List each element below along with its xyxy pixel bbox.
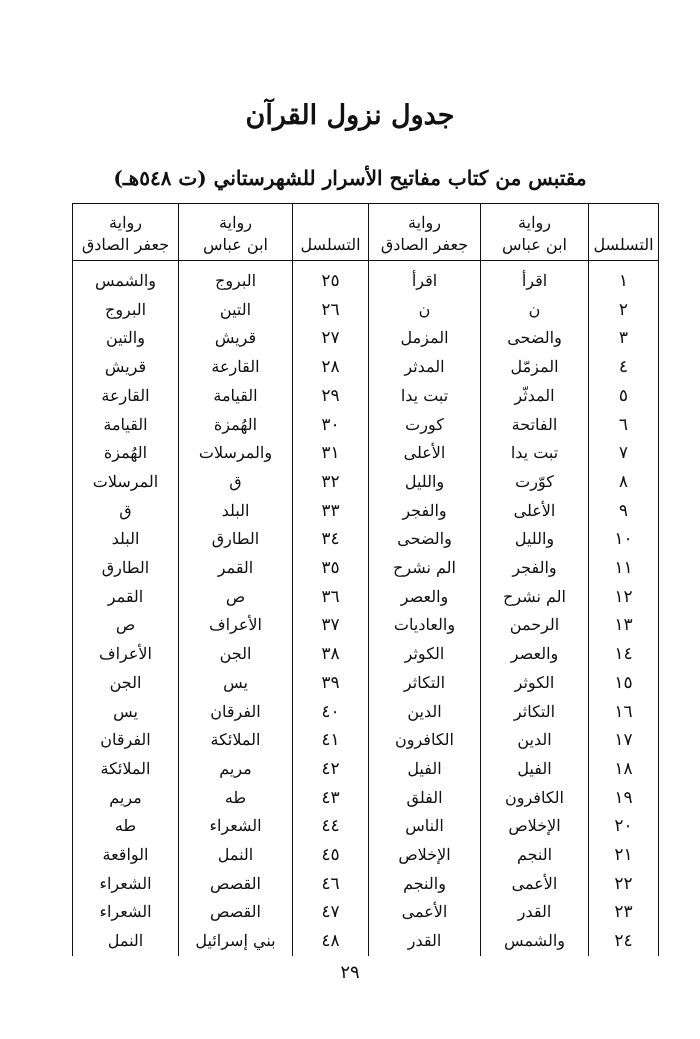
jafar-cell: القدر [369,927,481,956]
ibn-abbas-cell: التين [179,296,293,325]
sequence-cell: ٣٦ [293,583,369,612]
table-row [73,640,659,669]
jafar-cell: القارعة [73,382,179,411]
table-row [73,755,659,784]
sequence-cell: ٤٣ [293,784,369,813]
jafar-cell: الطارق [73,554,179,583]
table-row [73,382,659,411]
table-row [73,812,659,841]
jafar-cell: الملائكة [73,755,179,784]
sequence-cell: ١١ [589,554,659,583]
jafar-cell: والليل [369,468,481,497]
ibn-abbas-cell: بني إسرائيل [179,927,293,956]
ibn-abbas-cell: والمرسلات [179,439,293,468]
sequence-cell: ٣١ [293,439,369,468]
table-row [73,870,659,899]
table-row [73,726,659,755]
sequence-cell: ٣ [589,324,659,353]
ibn-abbas-cell: الأعلى [481,497,589,526]
jafar-cell: الناس [369,812,481,841]
jafar-cell: والشمس [73,261,179,296]
jafar-cell: الإخلاص [369,841,481,870]
page-number: ٢٩ [340,962,360,983]
ibn-abbas-cell: والشمس [481,927,589,956]
revelation-order-table [72,203,659,956]
jafar-cell: القيامة [73,411,179,440]
revelation-order-table-container [72,203,658,952]
jafar-cell: مريم [73,784,179,813]
sequence-cell: ١٨ [589,755,659,784]
ibn-abbas-cell: الهُمزة [179,411,293,440]
sequence-cell: ٤٠ [293,698,369,727]
ibn-abbas-cell: البلد [179,497,293,526]
header-ibn-abbas-2: رواية ابن عباس [179,204,293,261]
jafar-cell: القمر [73,583,179,612]
sequence-cell: ٢٥ [293,261,369,296]
jafar-cell: الأعلى [369,439,481,468]
ibn-abbas-cell: الفاتحة [481,411,589,440]
jafar-cell: الشعراء [73,898,179,927]
sequence-cell: ٣٩ [293,669,369,698]
header-sequence-2: التسلسل [293,204,369,261]
sequence-cell: ٢٩ [293,382,369,411]
sequence-cell: ١٠ [589,525,659,554]
sequence-cell: ٣٣ [293,497,369,526]
page-title: جدول نزول القرآن [245,100,455,131]
table-row [73,324,659,353]
ibn-abbas-cell: والفجر [481,554,589,583]
ibn-abbas-cell: الأعمى [481,870,589,899]
ibn-abbas-cell: طه [179,784,293,813]
sequence-cell: ٤٨ [293,927,369,956]
ibn-abbas-cell: الأعراف [179,611,293,640]
sequence-cell: ١٩ [589,784,659,813]
table-header-row [73,204,659,261]
table-row [73,583,659,612]
table-row [73,841,659,870]
jafar-cell: الفرقان [73,726,179,755]
jafar-cell: الم نشرح [369,554,481,583]
table-row [73,497,659,526]
jafar-cell: البلد [73,525,179,554]
sequence-cell: ٨ [589,468,659,497]
ibn-abbas-cell: الشعراء [179,812,293,841]
jafar-cell: البروج [73,296,179,325]
sequence-cell: ٢١ [589,841,659,870]
sequence-cell: ١٤ [589,640,659,669]
jafar-cell: كورت [369,411,481,440]
sequence-cell: ١٣ [589,611,659,640]
ibn-abbas-cell: الم نشرح [481,583,589,612]
sequence-cell: ٢٢ [589,870,659,899]
sequence-cell: ٢٤ [589,927,659,956]
jafar-cell: المدثر [369,353,481,382]
sequence-cell: ٤٥ [293,841,369,870]
sequence-cell: ٢٦ [293,296,369,325]
table-row [73,439,659,468]
table-row [73,698,659,727]
sequence-cell: ١٧ [589,726,659,755]
header-ibn-abbas-1: رواية ابن عباس [481,204,589,261]
ibn-abbas-cell: كوّرت [481,468,589,497]
ibn-abbas-cell: الكوثر [481,669,589,698]
sequence-cell: ٤٧ [293,898,369,927]
header-jafar-2: رواية جعفر الصادق [73,204,179,261]
sequence-cell: ٢٧ [293,324,369,353]
sequence-cell: ١٥ [589,669,659,698]
ibn-abbas-cell: النجم [481,841,589,870]
sequence-cell: ٣٠ [293,411,369,440]
sequence-cell: ٤٤ [293,812,369,841]
jafar-cell: المرسلات [73,468,179,497]
header-jafar-1: رواية جعفر الصادق [369,204,481,261]
jafar-cell: المزمل [369,324,481,353]
jafar-cell: والعاديات [369,611,481,640]
source-subtitle: مقتبس من كتاب مفاتيح الأسرار للشهرستاني (ت ٥٤٨هـ) [113,166,587,190]
ibn-abbas-cell: الكافرون [481,784,589,813]
ibn-abbas-cell: القصص [179,898,293,927]
sequence-cell: ٢٠ [589,812,659,841]
sequence-cell: ٢ [589,296,659,325]
ibn-abbas-cell: الفرقان [179,698,293,727]
ibn-abbas-cell: الدين [481,726,589,755]
jafar-cell: الفلق [369,784,481,813]
sequence-cell: ٣٢ [293,468,369,497]
jafar-cell: الكوثر [369,640,481,669]
jafar-cell: قريش [73,353,179,382]
ibn-abbas-cell: الرحمن [481,611,589,640]
table-row [73,468,659,497]
jafar-cell: الشعراء [73,870,179,899]
jafar-cell: يس [73,698,179,727]
jafar-cell: الأعراف [73,640,179,669]
sequence-cell: ٤٦ [293,870,369,899]
jafar-cell: والنجم [369,870,481,899]
jafar-cell: الهُمزة [73,439,179,468]
table-row [73,525,659,554]
ibn-abbas-cell: ق [179,468,293,497]
jafar-cell: الدين [369,698,481,727]
jafar-cell: الواقعة [73,841,179,870]
ibn-abbas-cell: الإخلاص [481,812,589,841]
sequence-cell: ٢٣ [589,898,659,927]
table-row [73,898,659,927]
ibn-abbas-cell: المزمّل [481,353,589,382]
jafar-cell: ص [73,611,179,640]
jafar-cell: الفيل [369,755,481,784]
table-row [73,669,659,698]
jafar-cell: والعصر [369,583,481,612]
ibn-abbas-cell: ن [481,296,589,325]
jafar-cell: النمل [73,927,179,956]
ibn-abbas-cell: التكاثر [481,698,589,727]
sequence-cell: ١٢ [589,583,659,612]
jafar-cell: ق [73,497,179,526]
ibn-abbas-cell: القصص [179,870,293,899]
ibn-abbas-cell: قريش [179,324,293,353]
sequence-cell: ٣٧ [293,611,369,640]
ibn-abbas-cell: القدر [481,898,589,927]
jafar-cell: التكاثر [369,669,481,698]
jafar-cell: ن [369,296,481,325]
header-sequence-1: التسلسل [589,204,659,261]
jafar-cell: الكافرون [369,726,481,755]
table-body [73,261,659,956]
ibn-abbas-cell: والضحى [481,324,589,353]
ibn-abbas-cell: تبت يدا [481,439,589,468]
jafar-cell: الجن [73,669,179,698]
jafar-cell: والفجر [369,497,481,526]
table-row [73,784,659,813]
ibn-abbas-cell: البروج [179,261,293,296]
table-row [73,554,659,583]
ibn-abbas-cell: المدثّر [481,382,589,411]
sequence-cell: ٣٤ [293,525,369,554]
ibn-abbas-cell: النمل [179,841,293,870]
jafar-cell: الأعمى [369,898,481,927]
sequence-cell: ٢٨ [293,353,369,382]
table-row [73,261,659,296]
sequence-cell: ٣٨ [293,640,369,669]
table-row [73,296,659,325]
jafar-cell: والتين [73,324,179,353]
ibn-abbas-cell: الملائكة [179,726,293,755]
sequence-cell: ٧ [589,439,659,468]
table-row [73,927,659,956]
ibn-abbas-cell: مريم [179,755,293,784]
sequence-cell: ١٦ [589,698,659,727]
sequence-cell: ٦ [589,411,659,440]
table-row [73,411,659,440]
jafar-cell: اقرأ [369,261,481,296]
sequence-cell: ١ [589,261,659,296]
ibn-abbas-cell: القارعة [179,353,293,382]
sequence-cell: ٤١ [293,726,369,755]
ibn-abbas-cell: والعصر [481,640,589,669]
ibn-abbas-cell: القمر [179,554,293,583]
table-row [73,611,659,640]
ibn-abbas-cell: ص [179,583,293,612]
table-row [73,353,659,382]
jafar-cell: طه [73,812,179,841]
sequence-cell: ٥ [589,382,659,411]
jafar-cell: والضحى [369,525,481,554]
ibn-abbas-cell: القيامة [179,382,293,411]
jafar-cell: تبت يدا [369,382,481,411]
ibn-abbas-cell: الجن [179,640,293,669]
ibn-abbas-cell: الطارق [179,525,293,554]
ibn-abbas-cell: والليل [481,525,589,554]
sequence-cell: ٤٢ [293,755,369,784]
sequence-cell: ٩ [589,497,659,526]
sequence-cell: ٤ [589,353,659,382]
ibn-abbas-cell: يس [179,669,293,698]
ibn-abbas-cell: اقرأ [481,261,589,296]
ibn-abbas-cell: الفيل [481,755,589,784]
sequence-cell: ٣٥ [293,554,369,583]
